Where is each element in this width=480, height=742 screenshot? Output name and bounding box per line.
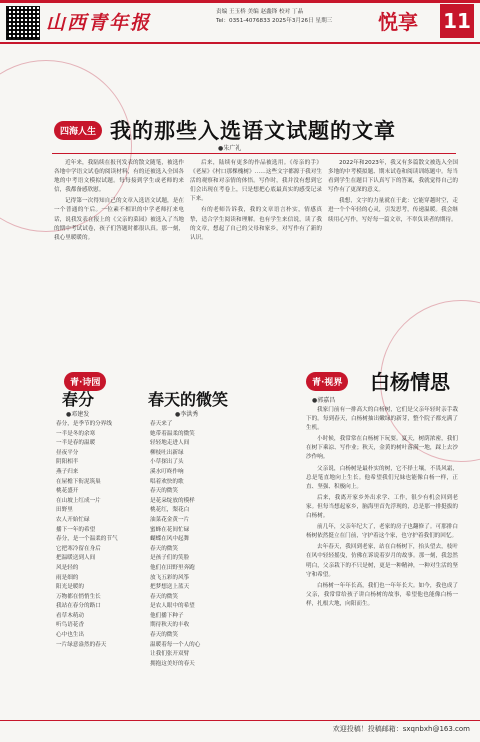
poem-line: 田野里 [56, 507, 73, 514]
article-paragraph: 去年春天，我回到老家，站在白杨树下，抬头望去，枝叶在风中轻轻摇曳，仿佛在诉说着岁月的故事。那一刻，我忽然明白，父亲栽下的不只是树，更是一种精神，一种对生活的坚守和希望。 [306, 544, 458, 578]
article-paragraph: 我想，文字的力量就在于此：它能穿越时空，走进一个个年轻的心灵，引发思考，传递温暖。我会继续用心写作，写好每一篇文章，不辜负读者的期待。 [328, 198, 458, 223]
poem-line: 让我们张开双臂 [150, 651, 190, 658]
article-column [306, 406, 458, 706]
poem-line: 燕子归来 [56, 468, 79, 475]
article-paragraph: 后来，我离开家乡外出求学、工作，很少有机会回到老家。但每当想起家乡，脑海里首先浮现的，总是那一排挺拔的白杨树。 [306, 494, 458, 520]
poem-line: 春天的微笑 [150, 593, 178, 600]
meta-line: 责编 王玉桥 美编 赵鑫锋 校对 丁晶 [216, 9, 304, 15]
article-paragraph: 父亲说，白杨树是最朴实的树，它不择土壤，不畏风霜，总是笔直地向上生长。他希望我们兄妹也能像白杨一样，正直、坚强、积极向上。 [306, 465, 458, 490]
poem-line: 他们播下种子 [150, 612, 184, 619]
poem-line: 昼夜平分 [56, 449, 79, 456]
poem-title: 春分 [62, 390, 95, 409]
poem-line: 在山坡上红成一片 [56, 497, 101, 504]
poem-line: 春天的微笑 [150, 632, 178, 639]
poem-byline: ●李洪秀 [175, 411, 199, 418]
poem-line: 雨是细的 [56, 574, 79, 581]
page-number: 11 [440, 4, 474, 38]
poem-line: 春天的微笑 [150, 488, 178, 495]
poem-line: 桃花红，梨花白 [150, 507, 190, 514]
poem-line: 是孩子们的笑脸 [150, 555, 190, 562]
article-title: 白杨情思 [370, 370, 450, 394]
poem-line: 阳光是暖的 [56, 584, 84, 591]
poem-line: 春天的微笑 [150, 545, 178, 552]
poem-line: 播下一年的希望 [56, 526, 96, 533]
column-name: 悦享 [378, 10, 418, 34]
meta-line: Tel：0351-4076833 2025年3月26日 星期三 [216, 18, 333, 24]
poem-line: 把梦想送上蓝天 [150, 584, 190, 591]
section-tag: 四海人生 [54, 121, 102, 140]
article-column [54, 159, 184, 355]
article-paragraph: 我家门前有一排高大的白杨树，它们是父亲年轻时亲手栽下的。每到春天，白杨树抽出嫩绿的新芽，整个院子都充满了生机。 [306, 407, 458, 432]
poem-line: 小草探出了头 [150, 459, 184, 466]
article-divider [52, 153, 456, 154]
poem-line: 温暖着每一个人的心 [150, 641, 201, 648]
poem-line: 唱着欢快的歌 [150, 478, 184, 485]
article-paragraph: 近年来，我陆续在报刊发表的散文随笔，被选作各地中学语文试卷的阅读材料，有的还被选入全国各地的中考语文模拟试题。每每接到学生或老师的来信，我都备感欣慰。 [54, 160, 184, 194]
article-paragraph: 2022年和2023年，我又有多篇散文被选入全国多地的中考模拟题、期末试卷和阅读训练题中。每当看到学生在题目下认真写下的答案，我就觉得自己的写作有了更深的意义。 [328, 160, 458, 194]
footer-rule [0, 720, 480, 721]
poem-line: 轻轻地走进人间 [150, 440, 190, 447]
poem-line: 期待秋天的丰收 [150, 622, 190, 629]
poem-line: 一片绿意盎然的春天 [56, 641, 107, 648]
masthead-meta [216, 8, 372, 26]
article-paragraph: 有的老师告诉我，我的文章语言朴实，情感真挚，适合学生阅读和理解。也有学生来信说，读了我的文章，想起了自己的父母和家乡，对写作有了新的认识。 [190, 207, 322, 241]
article-title: 我的那些入选语文试题的文章 [110, 118, 396, 143]
poem-line: 我站在春分的路口 [56, 603, 101, 610]
article-byline: ●朱广礼 [218, 145, 242, 152]
poem-line: 阴阳相半 [56, 459, 79, 466]
poem-line: 农人开始忙碌 [56, 516, 90, 523]
poem-line: 是花朵绽放的模样 [150, 497, 195, 504]
poem-line: 他们在田野里奔跑 [150, 564, 195, 571]
article-paragraph: 小时候，我常常在白杨树下玩耍。夏天，树荫浓密，我们在树下乘凉、写作业；秋天，金黄的树叶落满一地，踩上去沙沙作响。 [306, 436, 458, 461]
poem-line: 蜜蜂在花间忙碌 [150, 526, 190, 533]
poem-line: 放飞五彩的风筝 [150, 574, 190, 581]
paper-name: 山西青年报 [46, 12, 152, 34]
article-paragraph: 白杨树一年年长高，我们也一年年长大。如今，我也成了父亲，我常常给孩子讲白杨树的故事，希望他也能像白杨一样，扎根大地，向阳而生。 [306, 582, 458, 607]
poem-line: 拥抱这美好的春天 [150, 660, 195, 667]
poem-body [56, 420, 142, 708]
poem-line: 听鸟语花香 [56, 622, 84, 629]
poem-body [150, 420, 300, 708]
poem-title: 春天的微笑 [148, 390, 229, 409]
section-tag: 青·诗园 [64, 372, 106, 391]
qr-code-icon [6, 6, 40, 40]
poem-line: 在屋檐下衔泥筑巢 [56, 478, 101, 485]
poem-line: 溪水叮咚作响 [150, 468, 184, 475]
poem-line: 看草木萌动 [56, 612, 84, 619]
poem-line: 把温暖送到人间 [56, 555, 96, 562]
article-paragraph: 记得第一次得知自己的文章入选语文试题，是在一个普通的午后。一位素不相识的中学老师打来电话，说我发表在报上的《父亲的菜园》被选入了当地的期中考试试卷，孩子们答题时都很认真。那一刻，我心里暖暖的。 [54, 198, 184, 241]
poem-line: 它把寒冷留在身后 [56, 545, 101, 552]
footer-contact: 欢迎投稿！投稿邮箱：sxqnbxh@163.com [332, 725, 470, 733]
article-column [190, 159, 322, 355]
poem-byline: ●邓建发 [66, 411, 90, 418]
section-tag: 青·视界 [306, 372, 348, 391]
poem-line: 柳枝吐出新绿 [150, 449, 184, 456]
poem-line: 油菜花金黄一片 [150, 516, 190, 523]
top-rule [0, 0, 480, 3]
poem-line: 桃花盛开 [56, 488, 79, 495]
article-paragraph: 后来，陆续有更多的作品被选用。《母亲的手》《老屋》《村口那棵槐树》……这些文字都源于我对生活的观察和对亲情的体悟。写作时，我并没有想到它们会出现在考卷上，只是想把心底最真实的感受记录下来。 [190, 160, 322, 203]
poem-line: 蝴蝶在风中起舞 [150, 536, 190, 543]
poem-line: 她带着温柔的微笑 [150, 430, 195, 437]
poem-line: 风是轻的 [56, 564, 79, 571]
poem-line: 是农人眼中的希望 [150, 603, 195, 610]
poem-line: 春分，是一个温柔的节气 [56, 536, 118, 543]
poem-line: 一半是春的温暖 [56, 440, 96, 447]
poem-line: 万物都在悄悄生长 [56, 593, 101, 600]
poem-line: 一半是冬的余寒 [56, 430, 96, 437]
poem-line: 春天来了 [150, 421, 173, 427]
article-paragraph: 前几年，父亲年纪大了，老家的房子也翻修了。可那排白杨树依然挺立在门前，守护着这个家，也守护着我们的回忆。 [306, 524, 458, 540]
poem-line: 春分，是季节的分界线 [56, 421, 112, 427]
article-column [328, 159, 458, 355]
article-byline: ●郭嘉昌 [312, 397, 336, 404]
poem-line: 心中也生出 [56, 632, 84, 639]
masthead-rule [0, 42, 480, 44]
